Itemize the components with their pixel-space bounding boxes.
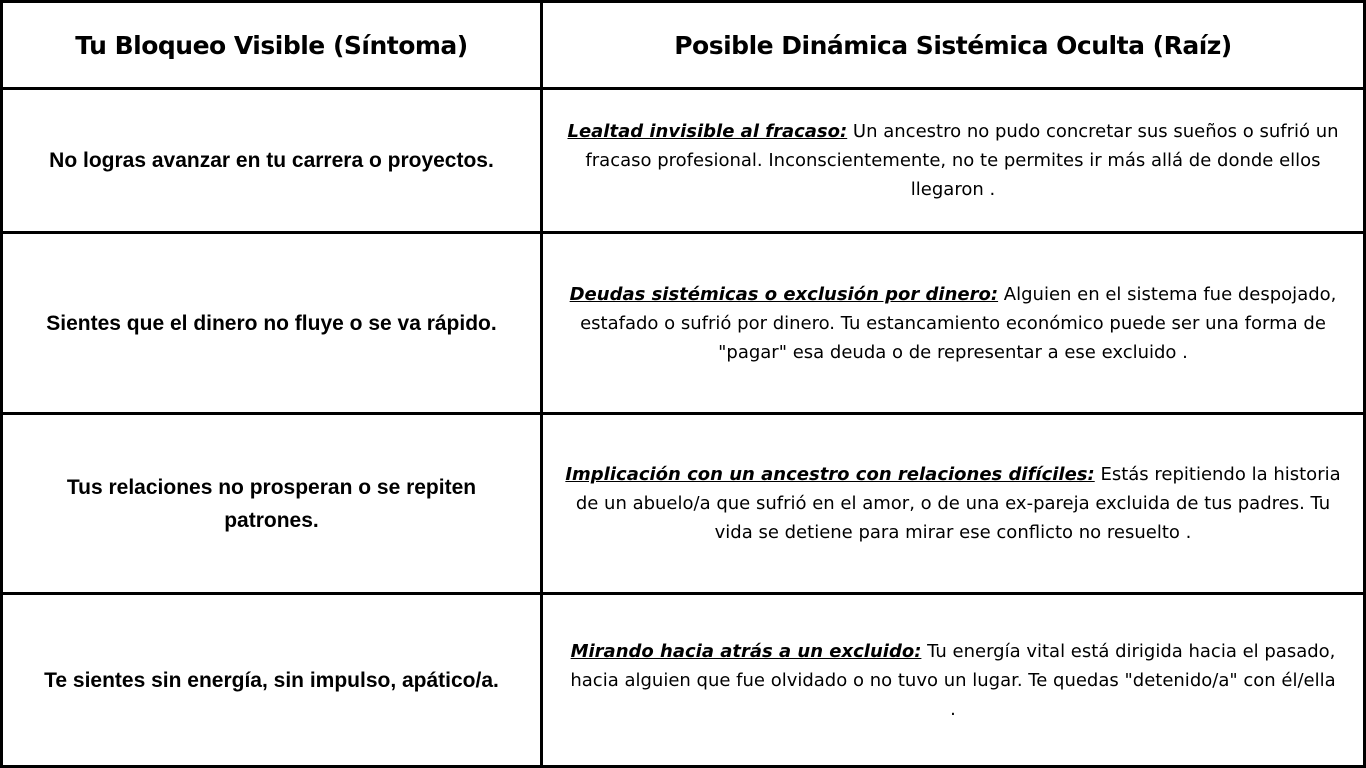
root-cell-2 [543, 234, 1363, 415]
root-paragraph [565, 280, 1341, 367]
root-cell-3 [543, 415, 1363, 595]
symptom-text: Tus relaciones no prosperan o se repiten patrones. [66, 475, 477, 532]
column-header-root-label: Posible Dinámica Sistémica Oculta (Raíz) [674, 30, 1232, 60]
root-text: Tu energía vital está dirigida hacia el pasado, hacia alguien que fue olvidado o no tuvo un lugar. Te quedas "detenido/a" con él/ella . [570, 640, 1336, 720]
root-text: Un ancestro no pudo concretar sus sueños o sufrió un fracaso profesional. Inconscientemente, no te permites ir más allá de donde ellos llegaron . [585, 121, 1339, 200]
symptom-cell-3 [3, 415, 543, 595]
root-text: Estás repitiendo la historia de un abuelo/a que sufrió en el amor, o de una ex-pareja excluida de tus padres. Tu vida se detiene para mirar ese conflicto no resuelto . [575, 464, 1341, 543]
root-lead: Implicación con un ancestro con relaciones difíciles: [565, 464, 1095, 485]
symptom-cell-4 [3, 595, 543, 765]
root-lead: Lealtad invisible al fracaso: [567, 121, 848, 142]
root-cell-4 [543, 595, 1363, 765]
symptom-text: No logras avanzar en tu carrera o proyectos. [49, 149, 494, 172]
root-lead: Mirando hacia atrás a un excluido: [570, 640, 922, 662]
column-header-symptom [3, 3, 543, 90]
symptom-cell-1 [3, 90, 543, 234]
root-paragraph [565, 117, 1341, 204]
root-text: Alguien en el sistema fue despojado, estafado o sufrió por dinero. Tu estancamiento económico puede ser una forma de "pagar" esa deuda o de representar a ese excluido . [580, 283, 1337, 363]
symptom-text: Te sientes sin energía, sin impulso, apático/a. [44, 668, 499, 692]
root-cell-1 [543, 90, 1363, 234]
column-header-symptom-label: Tu Bloqueo Visible (Síntoma) [75, 30, 468, 60]
root-lead: Deudas sistémicas o exclusión por dinero: [569, 283, 999, 305]
symptom-cell-2 [3, 234, 543, 415]
column-header-root [543, 3, 1363, 90]
symptom-text: Sientes que el dinero no fluye o se va rápido. [46, 311, 497, 335]
root-paragraph [565, 637, 1341, 724]
root-paragraph [565, 460, 1341, 547]
